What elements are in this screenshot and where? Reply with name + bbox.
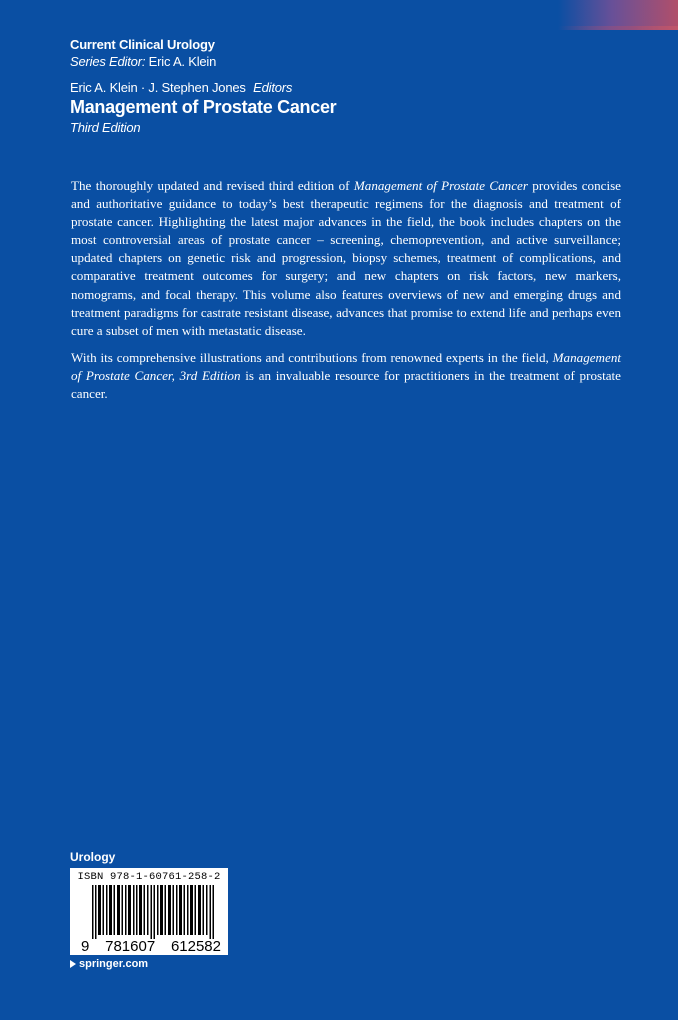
p2-title-italic: Management of Prostate Cancer, 3rd Edition xyxy=(71,349,621,383)
p1-text-start: The thoroughly updated and revised third edition of xyxy=(71,178,354,193)
barcode-digits-right: 612582 xyxy=(170,938,221,955)
cover-header xyxy=(70,37,336,138)
series-title: Current Clinical Urology xyxy=(70,37,215,52)
series-editor-label: Series Editor: xyxy=(70,54,146,69)
edition: Third Edition xyxy=(70,120,141,135)
p2-text-end: is an invaluable resource for practitioners in the treatment of prostate cancer. xyxy=(71,367,621,402)
editors-names: Eric A. Klein · J. Stephen Jones xyxy=(70,80,246,95)
barcode-digits xyxy=(80,939,222,954)
p1-text-end: provides concise and authoritative guidance to today’s best therapeutic regimens for the diagnosis and treatment of prostate cancer. Highlighting the latest major advances in the field, the book includes chapters on the most controversial areas of prostate cancer – screening, chemoprevention, and active surveillance; updated chapters on genetic risk and progression, biopsy schemes, treatment of complications, and comparative treatment outcomes for surgery; and new chapters on risk factors, new markers, nomograms, and focal therapy. This volume also features overviews of new and emerging drugs and treatment paradigms for castrate resistant disease, advances that promise to extend life and perhaps even cure a subset of men with metastatic disease. xyxy=(71,178,621,338)
springer-link[interactable] xyxy=(70,958,148,970)
book-description xyxy=(71,177,621,412)
p2-text-start: With its comprehensive illustrations and contributions from renowned experts in the field, xyxy=(71,349,553,365)
editors-label: Editors xyxy=(253,80,293,95)
barcode-digits-left: 781607 xyxy=(105,938,156,955)
isbn-label: ISBN 978-1-60761-258-2 xyxy=(77,871,221,883)
series-editor xyxy=(70,53,336,71)
barcode-icon xyxy=(92,885,214,943)
series-editor-name: Eric A. Klein xyxy=(148,54,217,69)
editors-line xyxy=(70,80,336,96)
subject-category: Urology xyxy=(70,850,116,864)
description-paragraph-2 xyxy=(71,349,621,403)
corner-accent-decoration xyxy=(558,0,678,30)
springer-link-text: springer.com xyxy=(79,958,149,970)
description-paragraph-1 xyxy=(71,177,621,340)
triangle-right-icon xyxy=(70,960,76,968)
barcode-digit-lead: 9 xyxy=(81,938,90,955)
p1-title-italic: Management of Prostate Cancer xyxy=(353,178,528,193)
book-title: Management of Prostate Cancer xyxy=(70,97,337,117)
isbn-barcode xyxy=(70,868,228,955)
